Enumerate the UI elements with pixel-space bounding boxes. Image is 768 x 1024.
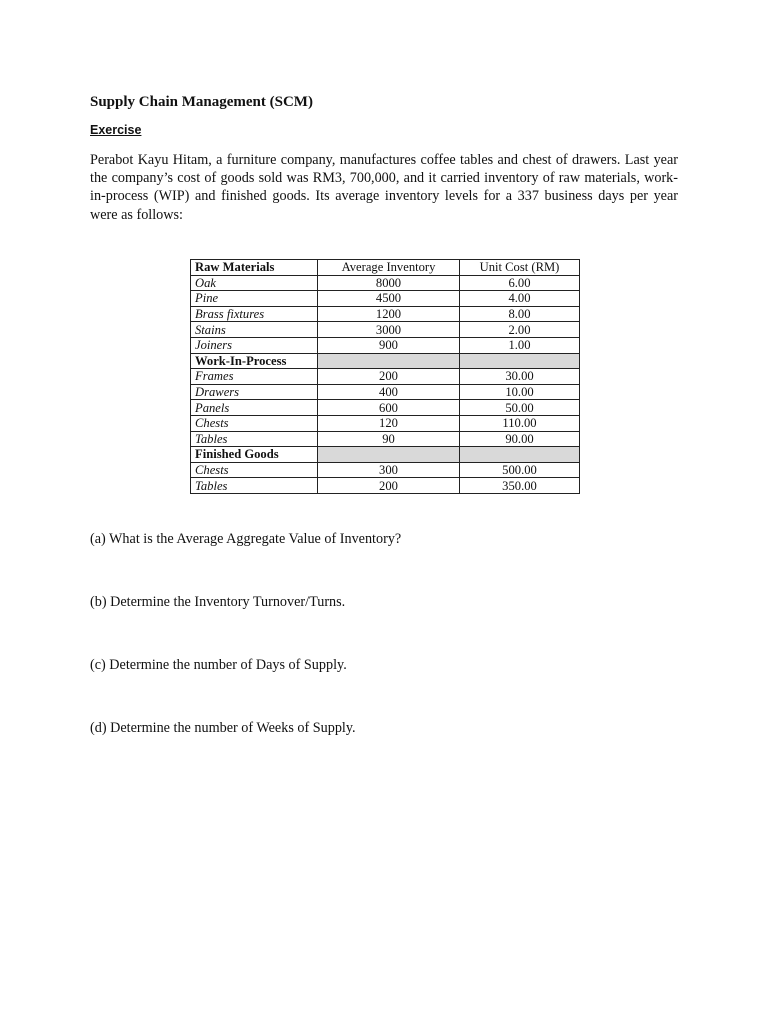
unit-cost-value: 8.00 xyxy=(460,306,580,322)
item-name: Joiners xyxy=(191,337,318,353)
shaded-cell xyxy=(318,447,460,463)
section-row-wip xyxy=(191,353,580,369)
unit-cost-value: 50.00 xyxy=(460,400,580,416)
shaded-cell xyxy=(318,353,460,369)
table-row xyxy=(191,322,580,338)
unit-cost-value: 6.00 xyxy=(460,275,580,291)
unit-cost-value: 30.00 xyxy=(460,369,580,385)
table-row xyxy=(191,384,580,400)
table-row xyxy=(191,369,580,385)
header-average-inventory: Average Inventory xyxy=(318,260,460,276)
table-row xyxy=(191,415,580,431)
average-inventory-value: 600 xyxy=(318,400,460,416)
table-row xyxy=(191,400,580,416)
header-unit-cost: Unit Cost (RM) xyxy=(460,260,580,276)
unit-cost-value: 350.00 xyxy=(460,478,580,494)
average-inventory-value: 1200 xyxy=(318,306,460,322)
average-inventory-value: 8000 xyxy=(318,275,460,291)
question-c: (c) Determine the number of Days of Supply. xyxy=(90,657,347,673)
average-inventory-value: 90 xyxy=(318,431,460,447)
table-row xyxy=(191,275,580,291)
shaded-cell xyxy=(460,447,580,463)
shaded-cell xyxy=(460,353,580,369)
average-inventory-value: 3000 xyxy=(318,322,460,338)
section-label: Work-In-Process xyxy=(191,353,318,369)
average-inventory-value: 300 xyxy=(318,462,460,478)
table-row xyxy=(191,291,580,307)
unit-cost-value: 500.00 xyxy=(460,462,580,478)
item-name: Stains xyxy=(191,322,318,338)
item-name: Drawers xyxy=(191,384,318,400)
document-title: Supply Chain Management (SCM) xyxy=(90,94,313,110)
unit-cost-value: 1.00 xyxy=(460,337,580,353)
table-header-row xyxy=(191,260,580,276)
table-row xyxy=(191,462,580,478)
unit-cost-value: 2.00 xyxy=(460,322,580,338)
table-row xyxy=(191,337,580,353)
table-row xyxy=(191,306,580,322)
item-name: Tables xyxy=(191,478,318,494)
average-inventory-value: 4500 xyxy=(318,291,460,307)
item-name: Tables xyxy=(191,431,318,447)
unit-cost-value: 10.00 xyxy=(460,384,580,400)
header-raw-materials: Raw Materials xyxy=(191,260,318,276)
section-label: Finished Goods xyxy=(191,447,318,463)
intro-paragraph: Perabot Kayu Hitam, a furniture company, manufactures coffee tables and chest of drawers. Last year the company’s cost of goods sold was RM3, 700,000, and it carried inventory of raw materials, work-in-process (WIP) and finished goods. Its average inventory levels for a 337 business days per year were as follows: xyxy=(90,152,678,223)
question-d: (d) Determine the number of Weeks of Supply. xyxy=(90,720,356,736)
item-name: Oak xyxy=(191,275,318,291)
table-row xyxy=(191,478,580,494)
unit-cost-value: 4.00 xyxy=(460,291,580,307)
unit-cost-value: 110.00 xyxy=(460,415,580,431)
item-name: Chests xyxy=(191,462,318,478)
exercise-heading: Exercise xyxy=(90,123,142,137)
item-name: Panels xyxy=(191,400,318,416)
item-name: Chests xyxy=(191,415,318,431)
average-inventory-value: 900 xyxy=(318,337,460,353)
table-row xyxy=(191,431,580,447)
average-inventory-value: 200 xyxy=(318,369,460,385)
average-inventory-value: 200 xyxy=(318,478,460,494)
unit-cost-value: 90.00 xyxy=(460,431,580,447)
inventory-table xyxy=(190,259,580,494)
average-inventory-value: 120 xyxy=(318,415,460,431)
item-name: Frames xyxy=(191,369,318,385)
item-name: Pine xyxy=(191,291,318,307)
item-name: Brass fixtures xyxy=(191,306,318,322)
question-b: (b) Determine the Inventory Turnover/Turns. xyxy=(90,594,346,610)
average-inventory-value: 400 xyxy=(318,384,460,400)
question-a: (a) What is the Average Aggregate Value of Inventory? xyxy=(90,531,402,547)
section-row-finished-goods xyxy=(191,447,580,463)
